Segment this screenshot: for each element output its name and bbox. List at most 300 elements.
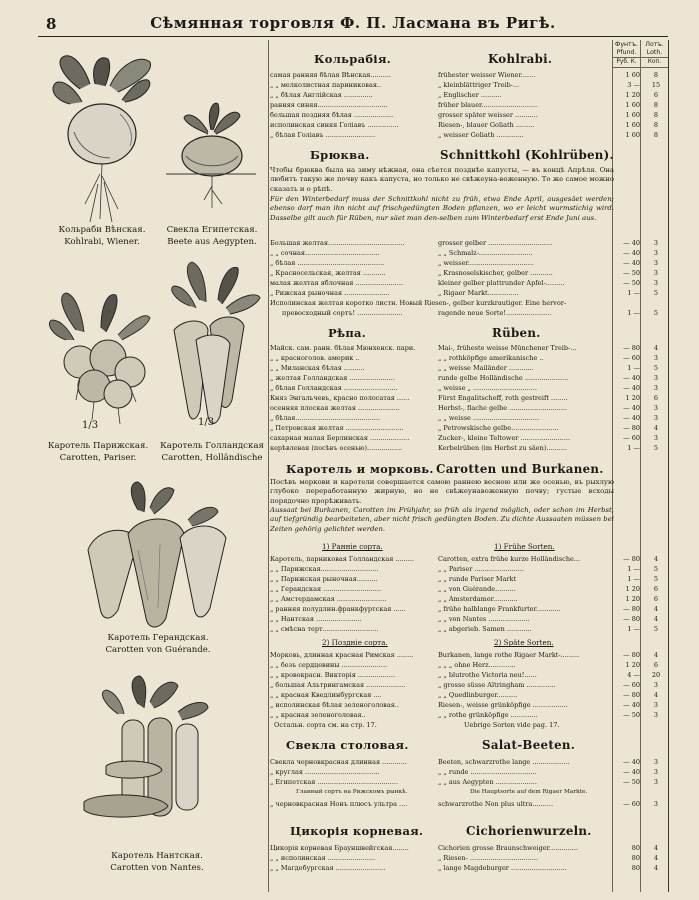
cell-de: „ „ rothköpfige amerikanische .. (438, 354, 544, 362)
cell-ru: исполинская синяя Голіавъ ............... (270, 121, 399, 129)
cell-price: 80 (631, 844, 640, 852)
cell-price: — 40 (623, 249, 640, 257)
beet-title-de: Salat-Beeten. (482, 738, 576, 752)
cell-de: „ „ weisse ................................ (438, 414, 540, 422)
cell-ru: самая ранняя бѣлая Вѣнская.......... (270, 71, 391, 79)
cell-ru: „ Красносельская, желтая ........... (270, 269, 386, 277)
cell-price: 1 — (627, 289, 640, 297)
cell-price: 80 (631, 864, 640, 872)
bryukva-title-de: Schnittkohl (Kohlrüben). (440, 148, 614, 162)
cell-de: „ Petrowskische gelbe....................... (438, 424, 559, 432)
loth-ru: Лотъ. (645, 41, 664, 48)
cell-price: 80 (631, 854, 640, 862)
hollandische-caption (156, 440, 268, 464)
early-sorts-ru (322, 542, 383, 551)
table-row (270, 650, 668, 660)
cell-qty: 4 (653, 651, 659, 659)
carrot-hollandische-illustration (160, 260, 264, 430)
nantes-caption-de: Carotten von Nantes. (110, 863, 204, 873)
swede-caption (162, 224, 262, 248)
kohlrabi-title-ru: Кольрабія. (314, 52, 392, 66)
table-row (270, 100, 668, 110)
swede-caption-de: Beete aus Aegypten. (167, 237, 257, 247)
cell-price: — 40 (623, 374, 640, 382)
kohlrabi-title-de: Kohlrabi. (488, 52, 553, 66)
cell-price: 1 20 (625, 661, 640, 669)
cell-ru: „ „ Герандская ............................ (270, 585, 381, 593)
cell-ru: „ „ красная Кведлинбургская .... (270, 691, 382, 699)
table-row (270, 594, 668, 604)
cell-de: „ Rigaer Markt............... (438, 289, 519, 297)
cell-de: „ „ abgerieb. Samen ............ (438, 625, 532, 633)
subhead-text: 2) Späte Sorten. (494, 638, 554, 647)
cell-ru: „ Петровская желтая ............................ (270, 424, 404, 432)
cell-de: „ „ Amsterdamer............ (438, 595, 518, 603)
table-row (270, 670, 668, 680)
cell-ru: „ бѣлая Голіавъ ........................ (270, 131, 376, 139)
loth-de: Loth. (646, 48, 663, 56)
carrot-pariser-illustration (46, 290, 156, 440)
chicory-title-de: Cichorienwurzeln. (466, 824, 592, 838)
kohlrabi-caption (42, 224, 162, 248)
cell-de: Kerbelrüben (im Herbst zu säen).......... (438, 444, 568, 452)
table-row (270, 403, 668, 413)
cell-price: — 80 (623, 651, 640, 659)
cell-ru: „ бѣлая .......................................... (270, 259, 385, 267)
table-row (270, 584, 668, 594)
cell-qty: 3 (653, 374, 659, 382)
cell-de: Beeten, schwarzrothe lange .................. (438, 758, 570, 766)
repa-title-ru: Рѣпа. (328, 326, 367, 340)
pariser-caption-de: Carotten, Pariser. (59, 453, 137, 463)
cell-qty: 3 (653, 681, 659, 689)
table-row (270, 278, 668, 288)
cell-qty: 6 (653, 91, 659, 99)
table-row (270, 298, 668, 308)
cell-ru: Большая желтая..................................... (270, 239, 405, 247)
cell-qty: 6 (653, 661, 659, 669)
table-row (270, 308, 668, 318)
cell-qty: 3 (653, 259, 659, 267)
hollandische-caption-ru: Каротель Голландская (160, 441, 264, 451)
cell-price: 1 — (627, 565, 640, 573)
table-row (270, 757, 668, 767)
cell-qty: 3 (653, 354, 659, 362)
cell-ru: „ „ Парижская рыночная.......... (270, 575, 378, 583)
table-row (270, 604, 668, 614)
cell-de: Herbst-, flache gelbe ............................ (438, 404, 568, 412)
cell-ru: малая желтая яблочная ....................... (270, 279, 403, 287)
cell-qty: 20 (651, 671, 661, 679)
cell-price: 4 — (627, 671, 640, 679)
table-row (270, 574, 668, 584)
cell-de: „ „ aus Aegypten .................... (438, 778, 537, 786)
cell-ru: „ „ Нантская ...................... (270, 615, 362, 623)
cell-ru: „ „ Миланская бѣлая .......... (270, 364, 365, 372)
cell-de: „ „ Pariser ........................ (438, 565, 524, 573)
cell-de: „ weisser Goliath ............. (438, 131, 524, 139)
cell-de: „ „ „ ohne Herz............. (438, 661, 516, 669)
cell-qty: 3 (653, 701, 659, 709)
cell-qty: 4 (653, 424, 659, 432)
carrot-nantes-illustration (78, 674, 248, 844)
cell-qty: 3 (653, 384, 659, 392)
cell-ru: „ „ Амстердамская ........................ (270, 595, 387, 603)
late-sorts-ru (322, 638, 388, 647)
cell-price: — 60 (623, 354, 640, 362)
cell-price: — 40 (623, 259, 640, 267)
illustrations-column (38, 42, 268, 892)
cell-de: „ „ Schmalz-.......................... (438, 249, 533, 257)
cell-de: „ „ Quedlinburger.......... (438, 691, 518, 699)
cell-qty: 3 (653, 414, 659, 422)
beet-title-ru: Свекла столовая. (286, 738, 409, 752)
cell-de: „ frühe halblange Frankfurter............ (438, 605, 561, 613)
cell-qty: 8 (653, 121, 659, 129)
table-row (270, 853, 668, 863)
subhead-text: 1) Раннiе сорта. (322, 542, 383, 551)
cell-price: — 40 (623, 239, 640, 247)
cell-price: — 40 (623, 768, 640, 776)
cell-ru: „ большая Альтрингамская ................... (270, 681, 406, 689)
cell-price: 1 20 (625, 91, 640, 99)
cell-ru: Морковь, длинная красная Римская ........ (270, 651, 414, 659)
cell-price: — 80 (623, 555, 640, 563)
carrots-intro-de: Aussaat bei Burkanen, Carotten im Frühjahr, so früh als irgend möglich, oder schon im Herbst, auf tiefgründig bearbeiteten, aber nicht frisch gedüngten Boden. Zu dichte Aussaaten müssen bei Zeiten gehörig gelichtet werden. (270, 506, 614, 533)
cell-qty: 4 (653, 344, 659, 352)
cell-qty: 8 (653, 111, 659, 119)
pfund-ru: Фунтъ. (615, 41, 638, 48)
cell-price: — 60 (623, 681, 640, 689)
cell-price: — 50 (623, 778, 640, 786)
guerande-caption-ru: Каротель Герандская. (107, 633, 209, 643)
cell-ru: сахарная малая Берлинская ................... (270, 434, 410, 442)
table-row (270, 413, 668, 423)
table-row (270, 238, 668, 248)
cell-ru: „ „ бѣлая Англійская .............. (270, 91, 373, 99)
cell-ru: „ „ красная зеленоголовая.. (270, 711, 366, 719)
cell-price: — 40 (623, 414, 640, 422)
cell-qty: 5 (653, 364, 659, 372)
table-row (270, 343, 668, 353)
bryukva-title-ru: Брюква. (310, 148, 370, 162)
cell-ru: осенняя плоская желтая .................... (270, 404, 400, 412)
cell-qty: 4 (653, 691, 659, 699)
table-row (270, 80, 668, 90)
cell-qty: 3 (653, 404, 659, 412)
cell-de: „ grosse süsse Altringham .............. (438, 681, 556, 689)
cell-de: grosser später weisser ........... (438, 111, 538, 119)
swede-caption-ru: Свекла Египетская. (166, 225, 258, 235)
cell-price: 1 — (627, 444, 640, 452)
cell-de: „ Riesen- ................................. (438, 854, 539, 862)
cell-de: ragende neue Sorte!...................... (438, 309, 552, 317)
cell-ru: Свекла черновкрасная длинная ............ (270, 758, 407, 766)
cell-de: „ lange Magdeburger ........................... (438, 864, 567, 872)
cell-de: „ „ runde ................................ (438, 768, 537, 776)
table-row (270, 353, 668, 363)
table-row (270, 393, 668, 403)
cell-de: „ weisse „ ............................... (438, 384, 537, 392)
cell-qty: 4 (653, 555, 659, 563)
pariser-caption (38, 440, 158, 464)
cell-qty: 3 (653, 711, 659, 719)
cell-de: früher blauer........................... (438, 101, 538, 109)
table-row (270, 423, 668, 433)
cell-ru: „ „ Магдебургская ........................ (270, 864, 386, 872)
table-row (270, 710, 668, 720)
kohlrabi-caption-de: Kohlrabi, Wiener. (64, 237, 140, 247)
table-row (270, 863, 668, 873)
cell-de: Uebrige Sorten vide pag. 17. (464, 721, 560, 729)
table-row (270, 720, 668, 730)
table-row (270, 258, 668, 268)
cell-de: Mai-, früheste weisse Münchener Treib-... (438, 344, 577, 352)
cell-ru: „ черновкрасная Нонъ плюсъ ультра .... (270, 800, 408, 808)
cell-qty: 4 (653, 605, 659, 613)
table-row (270, 660, 668, 670)
cell-price: — 40 (623, 384, 640, 392)
kohlrabi-illustration (50, 54, 155, 224)
swede-illustration (166, 100, 256, 210)
cell-ru: „ „ кровокрасн. Викторія .................. (270, 671, 396, 679)
table-row (270, 373, 668, 383)
cell-ru: превосходный сортъ! ...................... (282, 309, 403, 317)
hollandische-caption-de: Carotten, Holländische (161, 453, 263, 463)
cell-price: 3 — (627, 81, 640, 89)
cell-de: „ „ weisse Mailänder ............ (438, 364, 534, 372)
beet-note-ru: Главный сортъ на Рижскомъ рынкѣ. (296, 789, 408, 795)
page-number: 8 (46, 15, 57, 33)
cell-price: — 80 (623, 605, 640, 613)
cell-qty: 3 (653, 778, 659, 786)
cell-price: 1 60 (625, 111, 640, 119)
cell-de: „ Krasnoselskischer, gelber ........... (438, 269, 553, 277)
cell-price: 1 60 (625, 101, 640, 109)
subhead-text: 1) Frühe Sorten. (494, 542, 555, 551)
bryukva-intro-de: Für den Winterbedarf muss der Schnittkohl nicht zu früh, etwa Ende April, ausgesäet werden; ebenso darf man ihn nicht auf frischgedüngten Boden pflanzen, wo er leicht wurmstichig wird. Dasselbe gilt auch für Rüben, nur säet man den-selben zum Winterbedarf erst Ende Juni aus. (270, 195, 614, 222)
bryukva-intro-ru: Чтобы брюква была на зиму нѣжная, она сѣется позднѣе капусты, — въ концѣ Апрѣля. Она любитъ такую же почву какъ капуста, но только не свѣжеуна-воженную. То же самое можно сказать и о рѣпѣ. (270, 166, 614, 193)
cell-qty: 3 (653, 768, 659, 776)
cell-qty: 5 (653, 575, 659, 583)
pariser-caption-ru: Каротель Парижская. (47, 441, 149, 451)
cell-ru: „ „ мелколистная париниковая.. (270, 81, 382, 89)
table-row (270, 799, 668, 809)
cell-ru: „ ранняя полудлин.франкфуртская ...... (270, 605, 406, 613)
table-row (270, 777, 668, 787)
cell-price: — 60 (623, 800, 640, 808)
cell-price: — 80 (623, 615, 640, 623)
cell-ru: ранняя синяя.................................. (270, 101, 388, 109)
cell-qty: 5 (653, 289, 659, 297)
cell-qty: 4 (653, 864, 659, 872)
repa-title-de: Rüben. (492, 326, 541, 340)
cell-ru: „ бѣлая Голландская .......................... (270, 384, 398, 392)
cell-de: „ „ von Guérande.......... (438, 585, 516, 593)
subhead-text: 2) Поздніе сорта. (322, 638, 388, 647)
table-row (270, 363, 668, 373)
cell-qty: 3 (653, 249, 659, 257)
cell-qty: 3 (653, 800, 659, 808)
cell-price: — 50 (623, 279, 640, 287)
cell-ru: большая поздняя бѣлая ................... (270, 111, 394, 119)
cell-ru: „ исполинская бѣлая зеленоголовая.. (270, 701, 399, 709)
early-sorts-de (494, 542, 555, 551)
pariser-scale: 1/3 (82, 420, 99, 431)
cell-price: — 40 (623, 758, 640, 766)
cell-qty: 15 (651, 81, 661, 89)
table-row (270, 624, 668, 634)
hollandische-scale: 1/3 (198, 417, 215, 428)
late-sorts-de (494, 638, 554, 647)
cell-price: 1 60 (625, 121, 640, 129)
guerande-caption (98, 632, 218, 656)
cell-ru: керѣвлевая (посѣвъ осенью)................. (270, 444, 403, 452)
cell-ru: Остальн. сорта см. на стр. 17. (274, 721, 377, 729)
cell-qty: 3 (653, 269, 659, 277)
table-row (270, 268, 668, 278)
table-row (270, 564, 668, 574)
table-row (270, 433, 668, 443)
cell-price: 1 60 (625, 71, 640, 79)
cell-price: 1 — (627, 364, 640, 372)
cell-de: Carotten, extra frühe kurze Holländische... (438, 555, 581, 563)
cell-qty: 4 (653, 854, 659, 862)
cell-ru: „ Рижская рыночная ...................... (270, 289, 390, 297)
cell-ru: „ „ безъ сердцевины ...................... (270, 661, 388, 669)
cell-qty: 6 (653, 585, 659, 593)
cell-de: „ Englischer .......... (438, 91, 502, 99)
cell-price: 1 60 (625, 131, 640, 139)
cell-ru: Каротель, парниковая Голландская ......... (270, 555, 414, 563)
cell-ru: „ „ смѣсна терт........................... (270, 625, 379, 633)
cell-qty: 3 (653, 239, 659, 247)
table-row (270, 288, 668, 298)
cell-de: Riesen-, blauer Goliath ......... (438, 121, 535, 129)
cell-de: kleiner gelber plattrunder Apfel-......... (438, 279, 565, 287)
cell-qty: 8 (653, 131, 659, 139)
cell-price: — 80 (623, 691, 640, 699)
cell-price: — 40 (623, 404, 640, 412)
cell-de: „ „ rothe grünköpfige ............. (438, 711, 538, 719)
chicory-title-ru: Цикорія корневая. (290, 824, 424, 838)
table-row (270, 680, 668, 690)
cell-qty: 4 (653, 844, 659, 852)
cell-de: „ weisser................................ (438, 259, 534, 267)
cell-ru: Княз Энгальчевъ, красно полосатая ...... (270, 394, 410, 402)
carrots-title-ru: Каротель и морковь. (286, 462, 434, 476)
cell-ru: „ „ красноголов. америк .. (270, 354, 360, 362)
kohlrabi-caption-ru: Кольраби Вѣнская. (58, 225, 146, 235)
cell-qty: 6 (653, 595, 659, 603)
guerande-caption-de: Carotten von Guérande. (105, 645, 211, 655)
cell-de: frühester weisser Wiener....... (438, 71, 536, 79)
page-header (38, 12, 668, 37)
cell-ru: „ „ исполинская ....................... (270, 854, 376, 862)
cell-price: — 50 (623, 711, 640, 719)
cell-price: — 60 (623, 434, 640, 442)
cell-de: runde gelbe Holländische ..................... (438, 374, 569, 382)
table-row (270, 90, 668, 100)
table-row (270, 110, 668, 120)
cell-de: „ „ blutrothe Victoria neu!...... (438, 671, 537, 679)
cell-price: — 40 (623, 701, 640, 709)
cell-ru: „ Египетская ....................................... (270, 778, 399, 786)
cell-de: „ „ runde Pariser Markt (438, 575, 517, 583)
pfund-de: Pfund. (616, 48, 637, 56)
running-title: Сѣмянная торговля Ф. П. Ласмана въ Ригѣ. (150, 14, 556, 32)
cell-ru: „ „ сочная.................................... (270, 249, 380, 257)
cell-ru: „ бѣлая......................................... (270, 414, 381, 422)
table-row (270, 120, 668, 130)
carrots-title-de: Carotten und Burkanen. (436, 462, 604, 476)
nantes-caption-ru: Каротель Нантская. (111, 851, 203, 861)
cell-qty: 4 (653, 615, 659, 623)
cell-ru: Майск. сам. ранн. бѣлая Мюнхенск. пари. (270, 344, 416, 352)
cell-price: 1 — (627, 625, 640, 633)
cell-qty: 5 (653, 309, 659, 317)
column-divider (268, 40, 269, 892)
table-row (270, 130, 668, 140)
cell-ru: „ „ Парижская............................ (270, 565, 379, 573)
table-row (270, 248, 668, 258)
cell-de: grosser gelber ............................... (438, 239, 553, 247)
cell-de: Cichorien grosse Braunschweiger.............. (438, 844, 578, 852)
cell-price: 1 20 (625, 595, 640, 603)
cell-de: Fürst Engalitscheff, roth gestreift ........ (438, 394, 568, 402)
rub-kop-sub: Руб. К. (616, 59, 637, 65)
price-list-content (270, 40, 670, 890)
table-row (270, 554, 668, 564)
cell-qty: 5 (653, 625, 659, 633)
cell-de: Burkanen, lange rothe Rigaer Markt-......... (438, 651, 580, 659)
carrot-guerande-illustration (68, 480, 248, 630)
cell-qty: 8 (653, 71, 659, 79)
cell-de: „ kleinblättriger Treib-... (438, 81, 520, 89)
cell-qty: 5 (653, 444, 659, 452)
cell-de: Zucker-, kleine Teltower ........................ (438, 434, 571, 442)
cell-price: — 80 (623, 344, 640, 352)
carrots-intro-ru: Посѣвъ моркови и каротели совершается самою раннею весною или же осенью, въ рыхлую глубоко переработанную жирную, но не свѣжеунавоженную почву; густые всходы порядочно прорѣживать. (270, 478, 614, 505)
cell-price: 1 20 (625, 394, 640, 402)
cell-qty: 3 (653, 758, 659, 766)
table-row (270, 843, 668, 853)
cell-price: 1 — (627, 309, 640, 317)
cell-price: 1 — (627, 575, 640, 583)
beet-note-de: Die Hauptsorte auf dem Rigaer Markte. (470, 789, 588, 795)
cell-ru: Исполинская желтая коротко листн. Новый Riesen-, gelber kurzkrautiger. Eine hervor- (270, 299, 567, 307)
cell-ru: „ круглая .................................... (270, 768, 380, 776)
table-row (270, 443, 668, 453)
cell-price: — 50 (623, 269, 640, 277)
table-row (270, 767, 668, 777)
table-row (270, 690, 668, 700)
cell-de: schwarzrothe Non plus ultra.......... (438, 800, 554, 808)
table-row (270, 383, 668, 393)
table-row (270, 70, 668, 80)
cell-qty: 3 (653, 434, 659, 442)
cell-ru: „ желтая Голландская ...................... (270, 374, 395, 382)
cell-qty: 5 (653, 565, 659, 573)
cell-qty: 8 (653, 101, 659, 109)
cell-de: Riesen-, weisse grünköpfige ................. (438, 701, 568, 709)
cell-de: „ „ von Nantes .................... (438, 615, 530, 623)
cell-ru: Цикорія корневая Брауншвейгская........ (270, 844, 409, 852)
table-row (270, 700, 668, 710)
cell-qty: 6 (653, 394, 659, 402)
cell-price: 1 20 (625, 585, 640, 593)
cell-qty: 3 (653, 279, 659, 287)
